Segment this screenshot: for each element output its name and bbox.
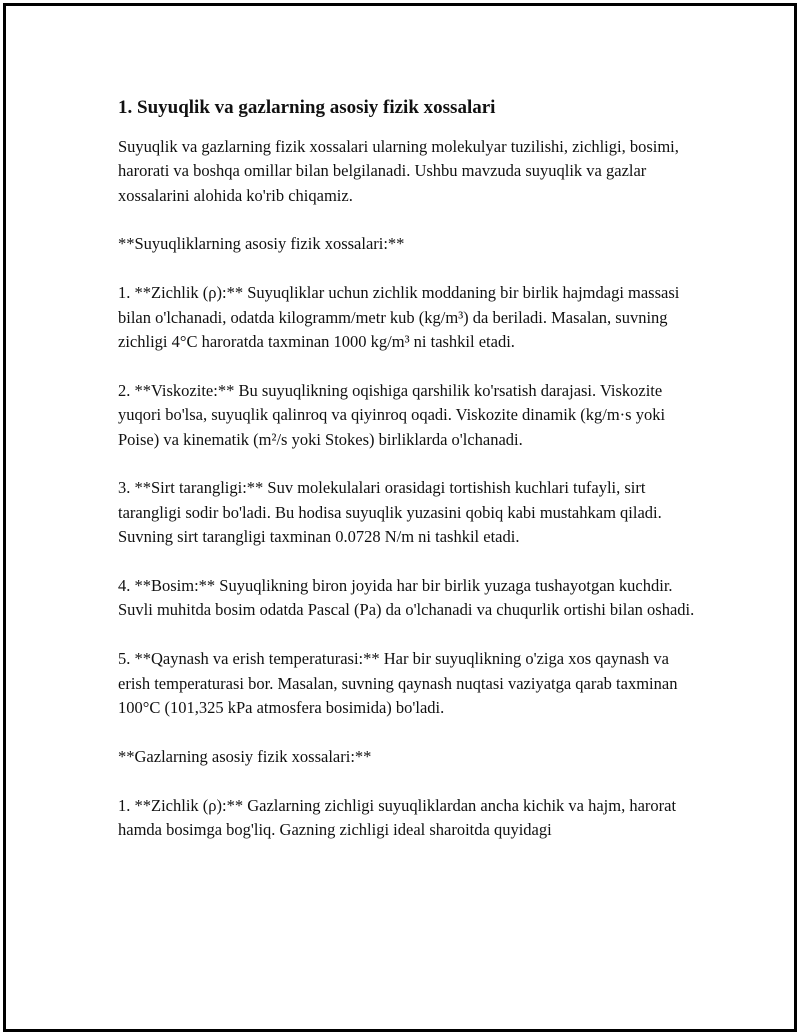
gas-density-paragraph: 1. **Zichlik (ρ):** Gazlarning zichligi suyuqliklardan ancha kichik va hajm, harorat hamda bosimga bog'liq. Gazning zichligi ideal sharoitda quyidagi: [118, 795, 677, 839]
section-heading: 1. Suyuqlik va gazlarning asosiy fizik xossalari: [118, 97, 496, 118]
liquid-viscosity-paragraph: 2. **Viskozite:** Bu suyuqlikning oqishiga qarshilik ko'rsatish darajasi. Viskozite yuqori bo'lsa, suyuqlik qalinroq va qiyinroq oqadi. Viskozite dinamik (kg/m·s yoki Poise) va kinematik (m²/s yoki Stokes) birliklarda o'lchanadi.: [118, 380, 666, 449]
liquid-density-paragraph: 1. **Zichlik (ρ):** Suyuqliklar uchun zichlik moddaning bir birlik hajmdagi massasi bilan o'lchanadi, odatda kilogramm/metr kub (kg/m³) da beriladi. Masalan, suvning zichligi 4°C haroratda taxminan 1000 kg/m³ ni tashkil etadi.: [118, 283, 680, 351]
boiling-melting-paragraph: 5. **Qaynash va erish temperaturasi:** Har bir suyuqlikning o'ziga xos qaynash va erish temperaturasi bor. Masalan, suvning qaynash nuqtasi vaziyatga qarab taxminan 100°C (101,325 kPa atmosfera bosimida) bo'ladi.: [118, 649, 678, 717]
pressure-paragraph: 4. **Bosim:** Suyuqlikning biron joyida har bir birlik yuzaga tushayotgan kuchdir. Suvli muhitda bosim odatda Pascal (Pa) da o'lchanadi va chuqurlik ortishi bilan oshadi.: [118, 575, 695, 620]
gases-subheading: **Gazlarning asosiy fizik xossalari:**: [118, 746, 372, 766]
surface-tension-paragraph: 3. **Sirt tarangligi:** Suv molekulalari orasidagi tortishish kuchlari tufayli, sirt tarangligi sodir bo'ladi. Bu hodisa suyuqlik yuzasini qobiq kabi mustahkam qiladi. Suvning sirt tarangligi taxminan 0.0728 N/m ni tashkil etadi.: [118, 478, 662, 547]
document-body: [118, 96, 698, 867]
intro-paragraph: Suyuqlik va gazlarning fizik xossalari ularning molekulyar tuzilishi, zichligi, bosimi, harorati va boshqa omillar bilan belgilanadi. Ushbu mavzuda suyuqlik va gazlar xossalarini alohida ko'rib chiqamiz.: [118, 136, 679, 205]
liquids-subheading: **Suyuqliklarning asosiy fizik xossalari:**: [118, 234, 405, 254]
document-page: [3, 3, 797, 1032]
